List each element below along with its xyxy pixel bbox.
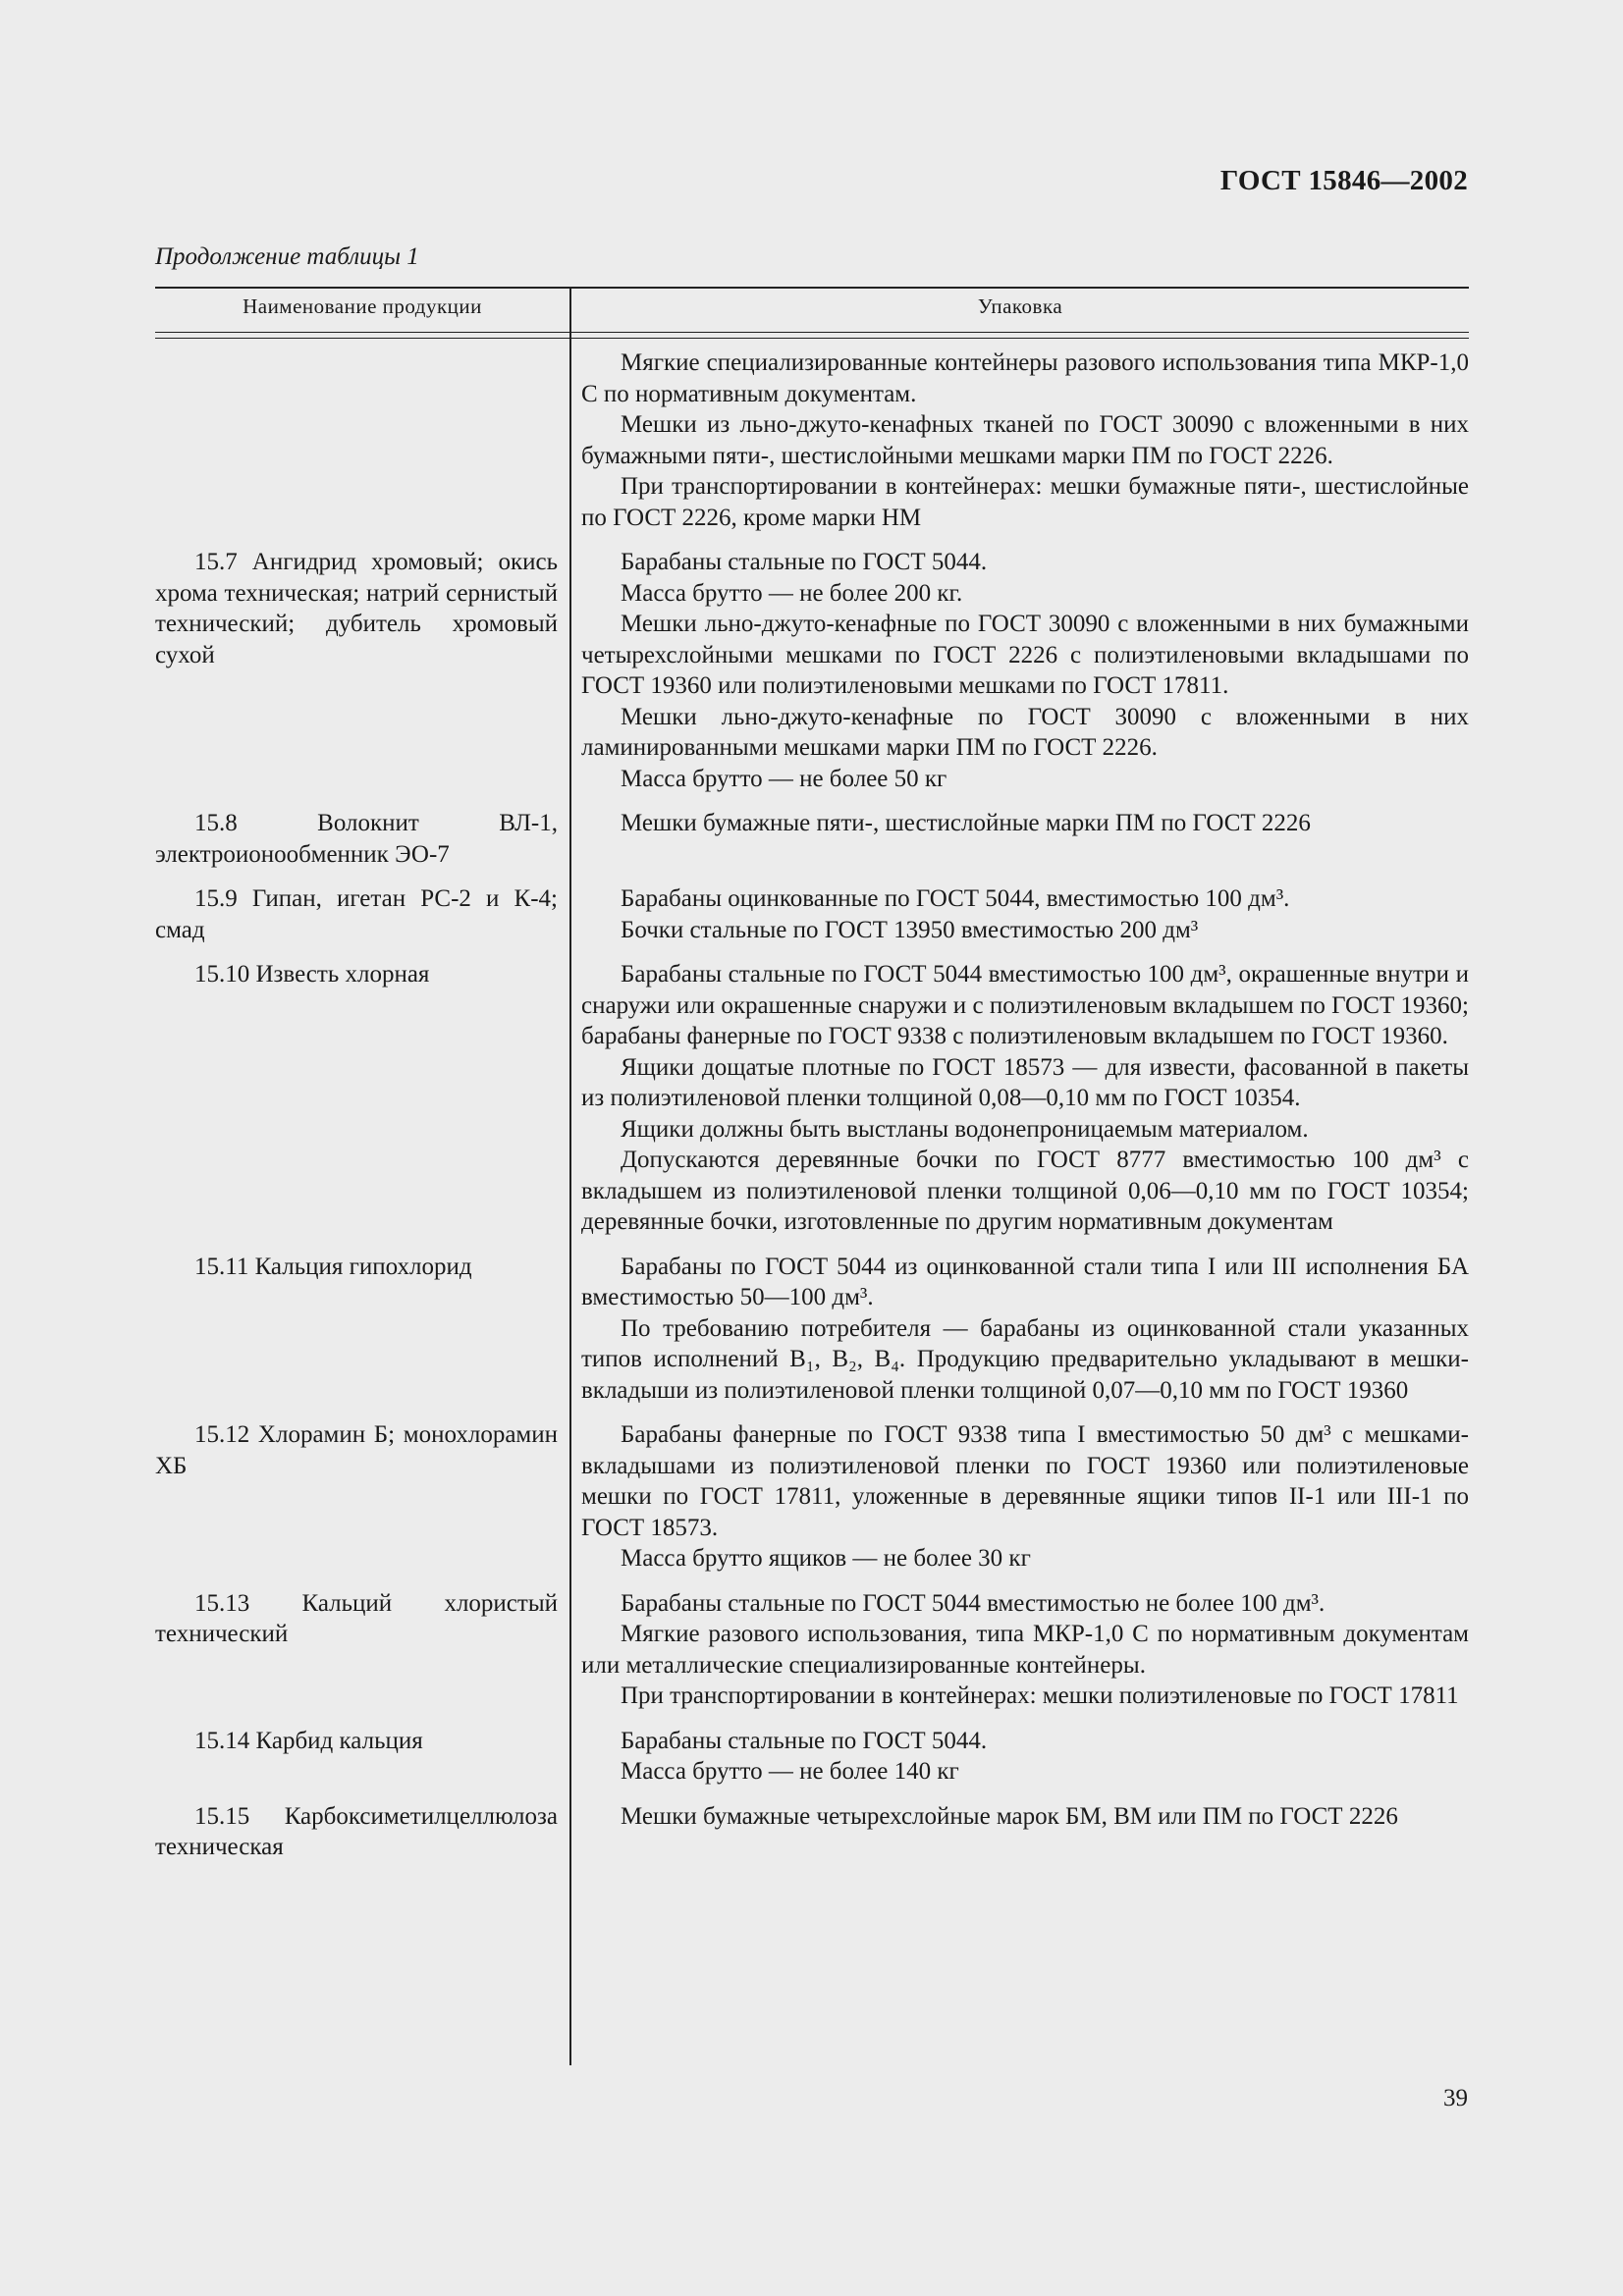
packaging-cell: [569, 1588, 1469, 1712]
packaging-paragraph: При транспортировании в контейнерах: мешки полиэтиленовые по ГОСТ 17811: [621, 1682, 1459, 1709]
table-row: [155, 347, 1469, 533]
packaging-paragraph: Барабаны стальные по ГОСТ 5044.: [621, 1727, 988, 1754]
packaging-cell: [569, 1252, 1469, 1407]
packaging-paragraph: Мешки бумажные пяти-, шестислойные марки ПМ по ГОСТ 2226: [621, 810, 1311, 836]
packaging-paragraph: Масса брутто — не более 140 кг: [621, 1758, 959, 1785]
table-row: [155, 808, 1469, 870]
packaging-paragraph: Барабаны стальные по ГОСТ 5044 вместимостью не более 100 дм³.: [621, 1589, 1325, 1617]
product-cell: 15.15 Карбоксиметилцеллюлоза техническая: [155, 1802, 558, 1860]
packaging-paragraph: Мешки бумажные четырехслойные марок БМ, ВМ или ПМ по ГОСТ 2226: [621, 1802, 1398, 1830]
product-cell: 15.11 Кальция гипохлорид: [194, 1253, 472, 1280]
packaging-paragraph: Бочки стальные по ГОСТ 13950 вместимостью 200 дм³: [621, 916, 1199, 943]
packaging-paragraph: Барабаны стальные по ГОСТ 5044.: [621, 549, 988, 575]
packaging-paragraph: При транспортировании в контейнерах: мешки бумажные пяти-, шестислойные по ГОСТ 2226, кроме марки НМ: [581, 473, 1469, 531]
product-cell: 15.8 Волокнит ВЛ-1, электроионообменник ЭО-7: [155, 810, 558, 868]
packaging-paragraph: Барабаны по ГОСТ 5044 из оцинкованной стали типа I или III исполнения БА вместимостью 50—100 дм³.: [581, 1253, 1469, 1310]
packaging-cell: [569, 808, 1469, 839]
table-row: [155, 883, 1469, 945]
table-top-rule: [155, 287, 1469, 289]
packaging-cell: [569, 959, 1469, 1238]
packaging-cell: [569, 883, 1469, 945]
table-continuation-title: Продолжение таблицы 1: [155, 243, 419, 270]
product-cell: 15.14 Карбид кальция: [194, 1727, 423, 1754]
header-bottom-rule: [155, 332, 1469, 333]
packaging-paragraph: По требованию потребителя — барабаны из оцинкованной стали указанных типов исполнений B₁, B₂, B₄. Продукцию предварительно укладывают в мешки-вкладыши из полиэтиленовой пленки толщиной 0,07—0,10 мм по ГОСТ 19360: [581, 1314, 1469, 1404]
packaging-paragraph: Ящики должны быть выстланы водонепроницаемым материалом.: [621, 1115, 1309, 1143]
table-row: [155, 1252, 1469, 1407]
packaging-paragraph: Барабаны оцинкованные по ГОСТ 5044, вместимостью 100 дм³.: [621, 885, 1290, 912]
product-cell: 15.9 Гипан, игетан РС-2 и К-4; смад: [155, 885, 558, 943]
packaging-cell: [569, 1726, 1469, 1788]
product-cell: 15.7 Ангидрид хромовый; окись хрома техническая; натрий сернистый технический; дубитель хромовый сухой: [155, 549, 558, 668]
packaging-paragraph: Масса брутто ящиков — не более 30 кг: [621, 1545, 1031, 1572]
table-row: [155, 959, 1469, 1238]
packaging-cell: [569, 1801, 1469, 1833]
page-number: 39: [1443, 2085, 1468, 2111]
table-row: [155, 1588, 1469, 1712]
packaging-paragraph: Масса брутто — не более 50 кг: [621, 765, 947, 792]
packaging-paragraph: Мягкие специализированные контейнеры разового использования типа МКР-1,0 С по нормативным документам.: [581, 349, 1469, 407]
packaging-cell: [569, 547, 1469, 794]
packaging-paragraph: Допускаются деревянные бочки по ГОСТ 8777 вместимостью 100 дм³ с вкладышем из полиэтиленовой пленки толщиной 0,06—0,10 мм по ГОСТ 10354; деревянные бочки, изготовленные по другим нормативным документам: [581, 1147, 1469, 1235]
packaging-paragraph: Ящики дощатые плотные по ГОСТ 18573 — для извести, фасованной в пакеты из полиэтиленовой пленки толщиной 0,08—0,10 мм по ГОСТ 10354.: [581, 1053, 1469, 1111]
packaging-paragraph: Мягкие разового использования, типа МКР-1,0 С по нормативным документам или металлические специализированные контейнеры.: [581, 1621, 1469, 1679]
packaging-paragraph: Барабаны фанерные по ГОСТ 9338 типа I вместимостью 50 дм³ с мешками-вкладышами из полиэтиленовой пленки по ГОСТ 19360 или полиэтиленовые мешки по ГОСТ 17811, уложенные в деревянные ящики типов II-1 или III-1 по ГОСТ 18573.: [581, 1421, 1469, 1541]
column-header-packaging: Упаковка: [977, 294, 1063, 318]
product-cell: 15.10 Известь хлорная: [194, 961, 430, 988]
table-row: [155, 1801, 1469, 1863]
product-cell: 15.12 Хлорамин Б; монохлорамин ХБ: [155, 1421, 558, 1479]
table-body: [155, 347, 1469, 1863]
packaging-paragraph: Мешки льно-джуто-кенафные по ГОСТ 30090 с вложенными в них ламинированными мешками марки ПМ по ГОСТ 2226.: [581, 703, 1469, 761]
packaging-paragraph: Мешки льно-джуто-кенафные по ГОСТ 30090 с вложенными в них бумажными четырехслойными мешками по ГОСТ 2226 с полиэтиленовыми вкладышами по ГОСТ 19360 или полиэтиленовыми мешками по ГОСТ 17811.: [581, 611, 1469, 699]
header-bottom-rule-double: [155, 338, 1469, 339]
table-row: [155, 1419, 1469, 1575]
product-cell: 15.13 Кальций хлористый технический: [155, 1589, 558, 1647]
packaging-paragraph: Масса брутто — не более 200 кг.: [621, 579, 963, 607]
column-header-product: Наименование продукции: [243, 294, 482, 318]
table-row: [155, 1726, 1469, 1788]
packaging-cell: [569, 1419, 1469, 1575]
packaging-paragraph: Мешки из льно-джуто-кенафных тканей по ГОСТ 30090 с вложенными в них бумажными пяти-, шестислойными мешками марки ПМ по ГОСТ 2226.: [581, 411, 1469, 469]
table-row: [155, 547, 1469, 794]
packaging-table: [155, 287, 1469, 2065]
document-code: ГОСТ 15846—2002: [1219, 165, 1468, 196]
packaging-cell: [569, 347, 1469, 533]
packaging-paragraph: Барабаны стальные по ГОСТ 5044 вместимостью 100 дм³, окрашенные внутри и снаружи или окрашенные снаружи и с полиэтиленовым вкладышем по ГОСТ 19360; барабаны фанерные по ГОСТ 9338 с полиэтиленовым вкладышем по ГОСТ 19360.: [581, 961, 1469, 1049]
